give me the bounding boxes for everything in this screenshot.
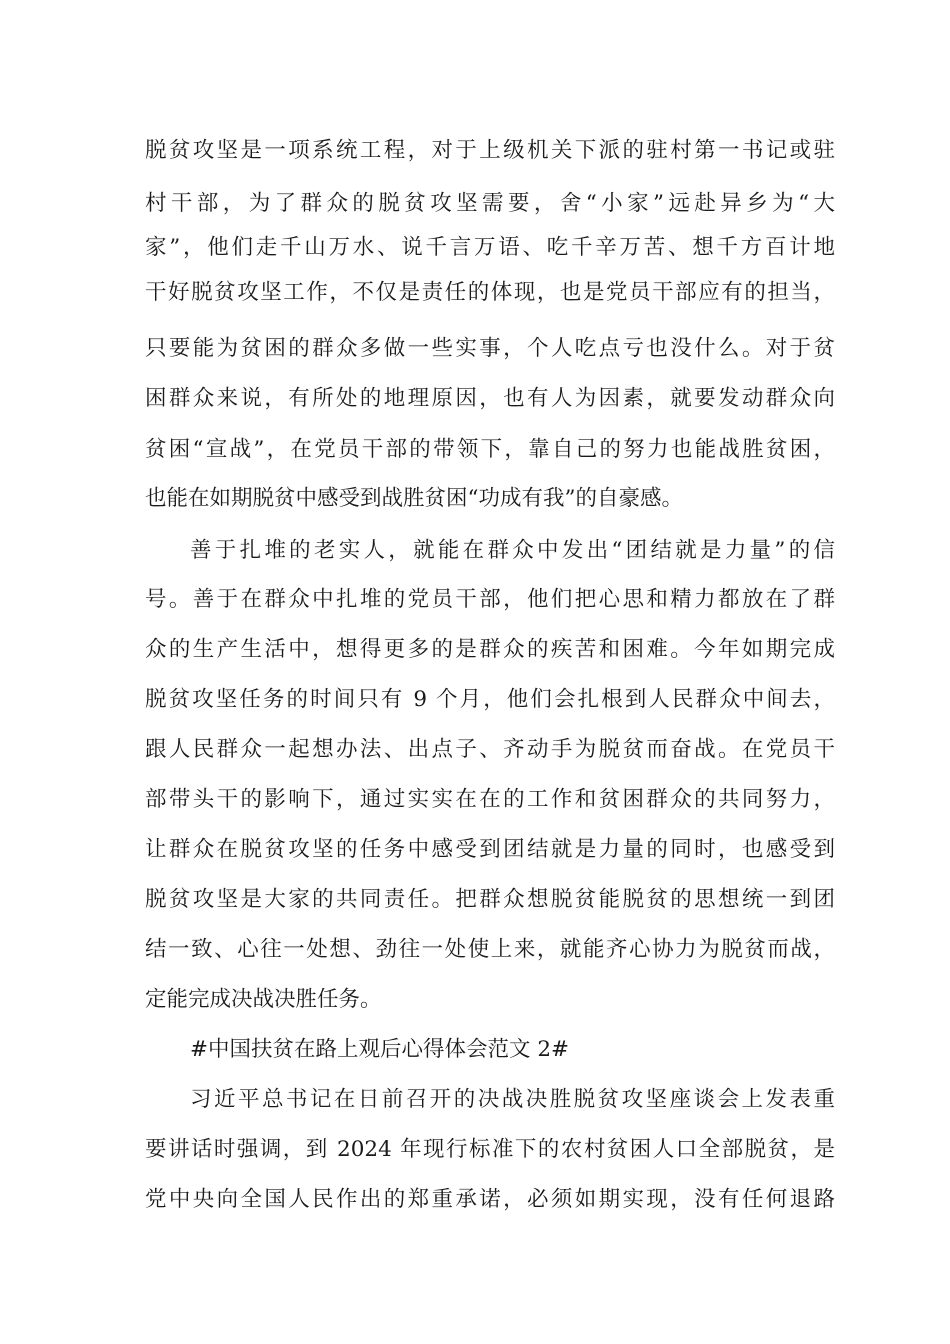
paragraph-3-line-2: 要讲话时强调，到 2024 年现行标准下的农村贫困人口全部脱贫，是 — [145, 1137, 835, 1162]
paragraph-2-line-2: 号。善于在群众中扎堆的党员干部，他们把心思和精力都放在了群 — [145, 587, 835, 612]
paragraph-1-line-1: 脱贫攻坚是一项系统工程，对于上级机关下派的驻村第一书记或驻 — [145, 138, 835, 163]
paragraph-2-line-1: 善于扎堆的老实人，就能在群众中发出“团结就是力量”的信 — [190, 538, 835, 563]
paragraph-2-line-4: 脱贫攻坚任务的时间只有 9 个月，他们会扎根到人民群众中间去， — [145, 687, 835, 712]
paragraph-3-line-1: 习近平总书记在日前召开的决战决胜脱贫攻坚座谈会上发表重 — [190, 1087, 835, 1112]
paragraph-2-line-7: 让群众在脱贫攻坚的任务中感受到团结就是力量的同时，也感受到 — [145, 837, 835, 862]
paragraph-1-line-6: 困群众来说，有所处的地理原因，也有人为因素，就要发动群众向 — [145, 386, 835, 411]
section-heading: #中国扶贫在路上观后心得体会范文 2# — [190, 1037, 570, 1062]
paragraph-2-line-5: 跟人民群众一起想办法、出点子、齐动手为脱贫而奋战。在党员干 — [145, 737, 835, 762]
paragraph-1-line-5: 只要能为贫困的群众多做一些实事，个人吃点亏也没什么。对于贫 — [145, 336, 835, 361]
paragraph-1-line-4: 干好脱贫攻坚工作，不仅是责任的体现，也是党员干部应有的担当， — [145, 280, 835, 305]
paragraph-1-line-2: 村干部，为了群众的脱贫攻坚需要，舍“小家”远赴异乡为“大 — [145, 191, 835, 216]
paragraph-2-line-9: 结一致、心往一处想、劲往一处使上来，就能齐心协力为脱贫而战， — [145, 937, 835, 962]
paragraph-1-line-8: 也能在如期脱贫中感受到战胜贫困“功成有我”的自豪感。 — [145, 486, 683, 511]
paragraph-1-line-3: 家”，他们走千山万水、说千言万语、吃千辛万苦、想千方百计地 — [145, 235, 835, 260]
paragraph-3-line-3: 党中央向全国人民作出的郑重承诺，必须如期实现，没有任何退路 — [145, 1187, 835, 1212]
paragraph-1-line-7: 贫困“宣战”，在党员干部的带领下，靠自己的努力也能战胜贫困， — [145, 437, 835, 462]
paragraph-2-line-8: 脱贫攻坚是大家的共同责任。把群众想脱贫能脱贫的思想统一到团 — [145, 887, 835, 912]
paragraph-2-line-6: 部带头干的影响下，通过实实在在的工作和贫困群众的共同努力， — [145, 787, 835, 812]
paragraph-2-line-10: 定能完成决战决胜任务。 — [145, 987, 382, 1012]
paragraph-2-line-3: 众的生产生活中，想得更多的是群众的疾苦和困难。今年如期完成 — [145, 637, 835, 662]
